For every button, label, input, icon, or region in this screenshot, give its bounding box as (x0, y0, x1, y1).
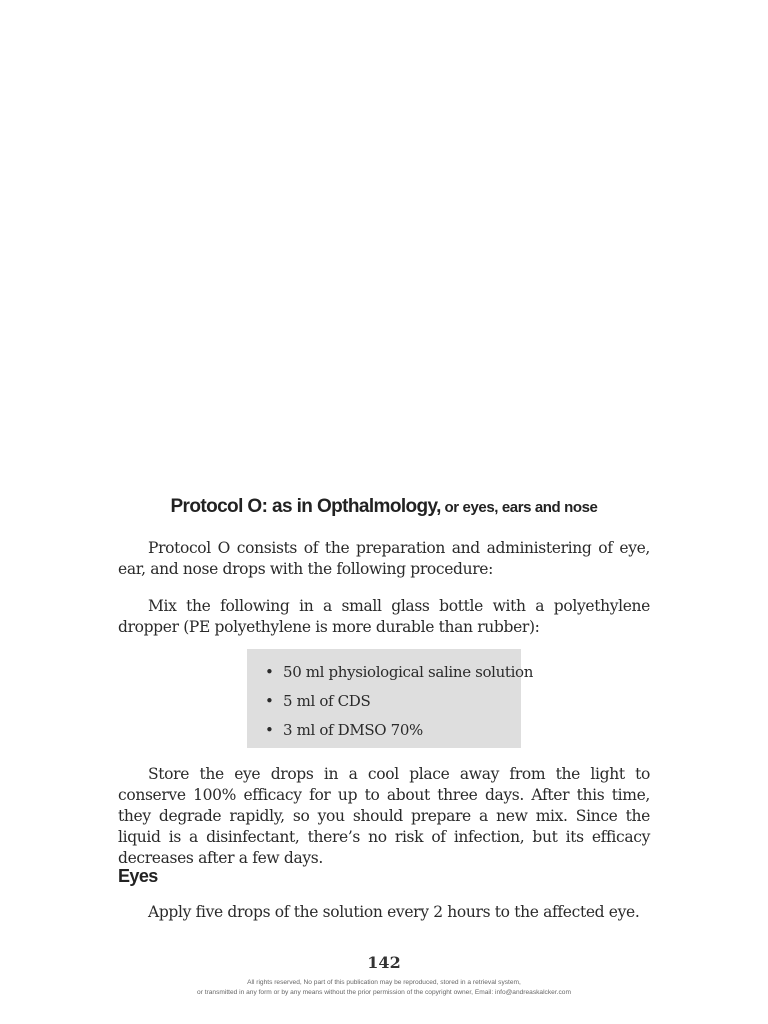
copyright-notice (0, 978, 768, 998)
storage-paragraph: Store the eye drops in a cool place away from the light to conserve 100% efficacy for up to about three days. After this time, they degrade rapidly, so you should prepare a new mix. Since the liquid is a disinfectant, there’s no risk of infection, but its efficacy decreases after a few days. (118, 765, 650, 867)
eyes-instruction: Apply five drops of the solution every 2 hours to the affected eye. (148, 903, 640, 921)
ingredient-text: 5 ml of CDS (283, 692, 371, 710)
ingredient-item (265, 658, 534, 687)
page-number: 142 (367, 953, 401, 972)
copyright-line: or transmitted in any form or by any means without the prior permission of the copyright owner, Email: info@andreaskalcker.com (197, 989, 571, 996)
ingredient-text: 3 ml of DMSO 70% (283, 721, 423, 739)
bullet-icon: • (265, 692, 274, 710)
section-title-main: Protocol O: as in Opthalmology, (170, 496, 441, 517)
section-title (0, 496, 768, 518)
bullet-icon: • (265, 663, 274, 681)
ingredient-item (265, 687, 521, 716)
intro-paragraph: Protocol O consists of the preparation and administering of eye, ear, and nose drops with the following procedure: (118, 539, 650, 578)
bullet-icon: • (265, 721, 274, 739)
ingredients-box (247, 649, 534, 748)
ingredient-text: 50 ml physiological saline solution (283, 663, 534, 681)
section-title-sub: or eyes, ears and nose (440, 499, 598, 516)
eyes-heading: Eyes (118, 866, 158, 886)
ingredient-item (265, 716, 521, 745)
ingredients-list (247, 649, 534, 745)
copyright-line: All rights reserved, No part of this publication may be reproduced, stored in a retrieval system, (247, 979, 521, 986)
mix-instructions-paragraph: Mix the following in a small glass bottle with a polyethylene dropper (PE polyethylene is more durable than rubber): (118, 597, 650, 636)
